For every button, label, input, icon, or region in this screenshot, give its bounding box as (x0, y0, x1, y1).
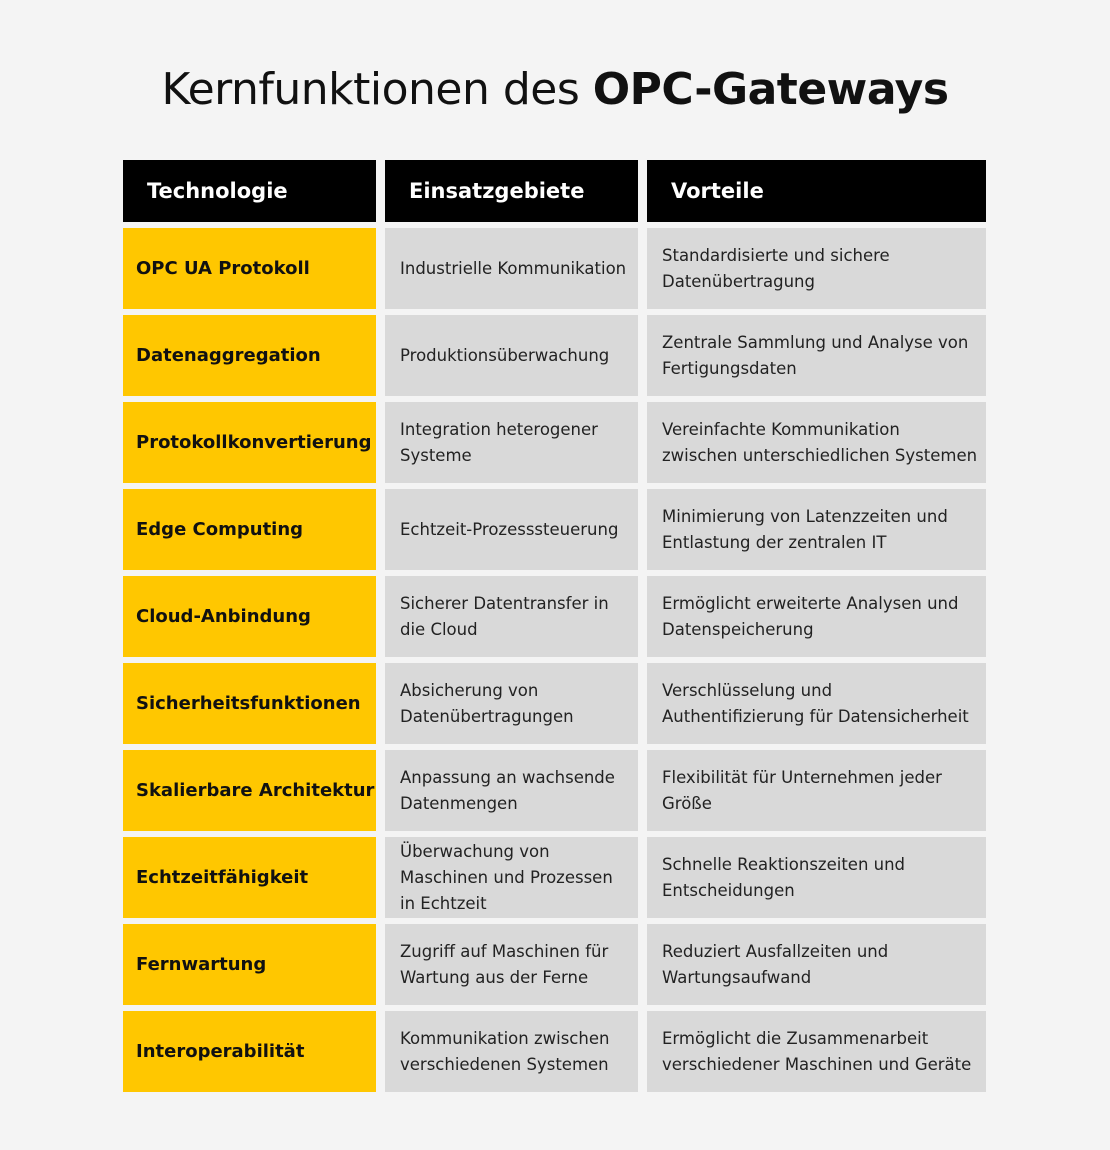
advantage-cell (647, 1011, 986, 1092)
advantage-cell (647, 924, 986, 1005)
advantage-cell-text: Minimierung von Latenzzeiten und Entlastung der zentralen IT (662, 506, 948, 552)
page-title (0, 62, 1110, 118)
technology-cell-text: Protokollkonvertierung (136, 431, 372, 453)
advantage-cell-text: Schnelle Reaktionszeiten und Entscheidungen (662, 854, 906, 900)
advantage-cell (647, 663, 986, 744)
technology-cell-text: Fernwartung (136, 953, 267, 975)
technology-cell-text: Edge Computing (136, 518, 304, 540)
header-technologie: Technologie (123, 160, 376, 222)
application-cell (385, 489, 638, 570)
technology-cell (123, 663, 376, 744)
application-cell-text: Kommunikation zwischen verschiedenen Systemen (400, 1028, 610, 1074)
application-cell (385, 924, 638, 1005)
advantage-cell (647, 489, 986, 570)
application-cell (385, 315, 638, 396)
advantage-cell-text: Ermöglicht die Zusammenarbeit verschiedener Maschinen und Geräte (662, 1028, 972, 1074)
advantage-cell (647, 837, 986, 918)
advantage-cell (647, 315, 986, 396)
advantage-cell-text: Ermöglicht erweiterte Analysen und Datenspeicherung (662, 593, 959, 639)
advantage-cell-text: Standardisierte und sichere Datenübertragung (662, 245, 890, 291)
advantage-cell-text: Verschlüsselung und Authentifizierung für Datensicherheit (662, 680, 969, 726)
header-vorteile: Vorteile (647, 160, 986, 222)
application-cell-text: Produktionsüberwachung (400, 345, 610, 365)
technology-cell (123, 228, 376, 309)
technology-cell (123, 402, 376, 483)
application-cell-text: Absicherung von Datenübertragungen (400, 680, 574, 726)
application-cell-text: Zugriff auf Maschinen für Wartung aus der Ferne (400, 941, 609, 987)
technology-cell-text: Sicherheitsfunktionen (136, 692, 361, 714)
application-cell (385, 837, 638, 918)
advantage-cell-text: Vereinfachte Kommunikation zwischen unterschiedlichen Systemen (662, 419, 978, 465)
technology-cell (123, 924, 376, 1005)
technology-cell (123, 576, 376, 657)
application-cell (385, 750, 638, 831)
application-cell (385, 576, 638, 657)
application-cell (385, 663, 638, 744)
technology-cell-text: Datenaggregation (136, 344, 321, 366)
application-cell-text: Anpassung an wachsende Datenmengen (400, 767, 615, 813)
advantage-cell (647, 576, 986, 657)
application-cell-text: Echtzeit-Prozesssteuerung (400, 519, 619, 539)
technology-cell-text: Skalierbare Architektur (136, 779, 375, 801)
application-cell (385, 402, 638, 483)
technology-cell (123, 750, 376, 831)
technology-cell-text: OPC UA Protokoll (136, 257, 310, 279)
technology-cell-text: Cloud-Anbindung (136, 605, 311, 627)
application-cell-text: Industrielle Kommunikation (400, 258, 627, 278)
features-table (123, 160, 986, 1098)
advantage-cell-text: Flexibilität für Unternehmen jeder Größe (662, 767, 942, 813)
title-bold: OPC-Gateways (592, 64, 949, 115)
technology-cell (123, 1011, 376, 1092)
technology-cell (123, 315, 376, 396)
technology-cell (123, 489, 376, 570)
title-regular: Kernfunktionen des (161, 64, 593, 115)
advantage-cell-text: Zentrale Sammlung und Analyse von Fertigungsdaten (662, 332, 969, 378)
advantage-cell (647, 402, 986, 483)
application-cell-text: Überwachung von Maschinen und Prozessen in Echtzeit (400, 841, 613, 913)
advantage-cell-text: Reduziert Ausfallzeiten und Wartungsaufwand (662, 941, 889, 987)
technology-cell-text: Echtzeitfähigkeit (136, 866, 309, 888)
technology-cell-text: Interoperabilität (136, 1040, 305, 1062)
application-cell-text: Sicherer Datentransfer in die Cloud (400, 593, 609, 639)
application-cell (385, 228, 638, 309)
advantage-cell (647, 750, 986, 831)
advantage-cell (647, 228, 986, 309)
application-cell-text: Integration heterogener Systeme (400, 419, 598, 465)
technology-cell (123, 837, 376, 918)
application-cell (385, 1011, 638, 1092)
header-einsatzgebiete: Einsatzgebiete (385, 160, 638, 222)
